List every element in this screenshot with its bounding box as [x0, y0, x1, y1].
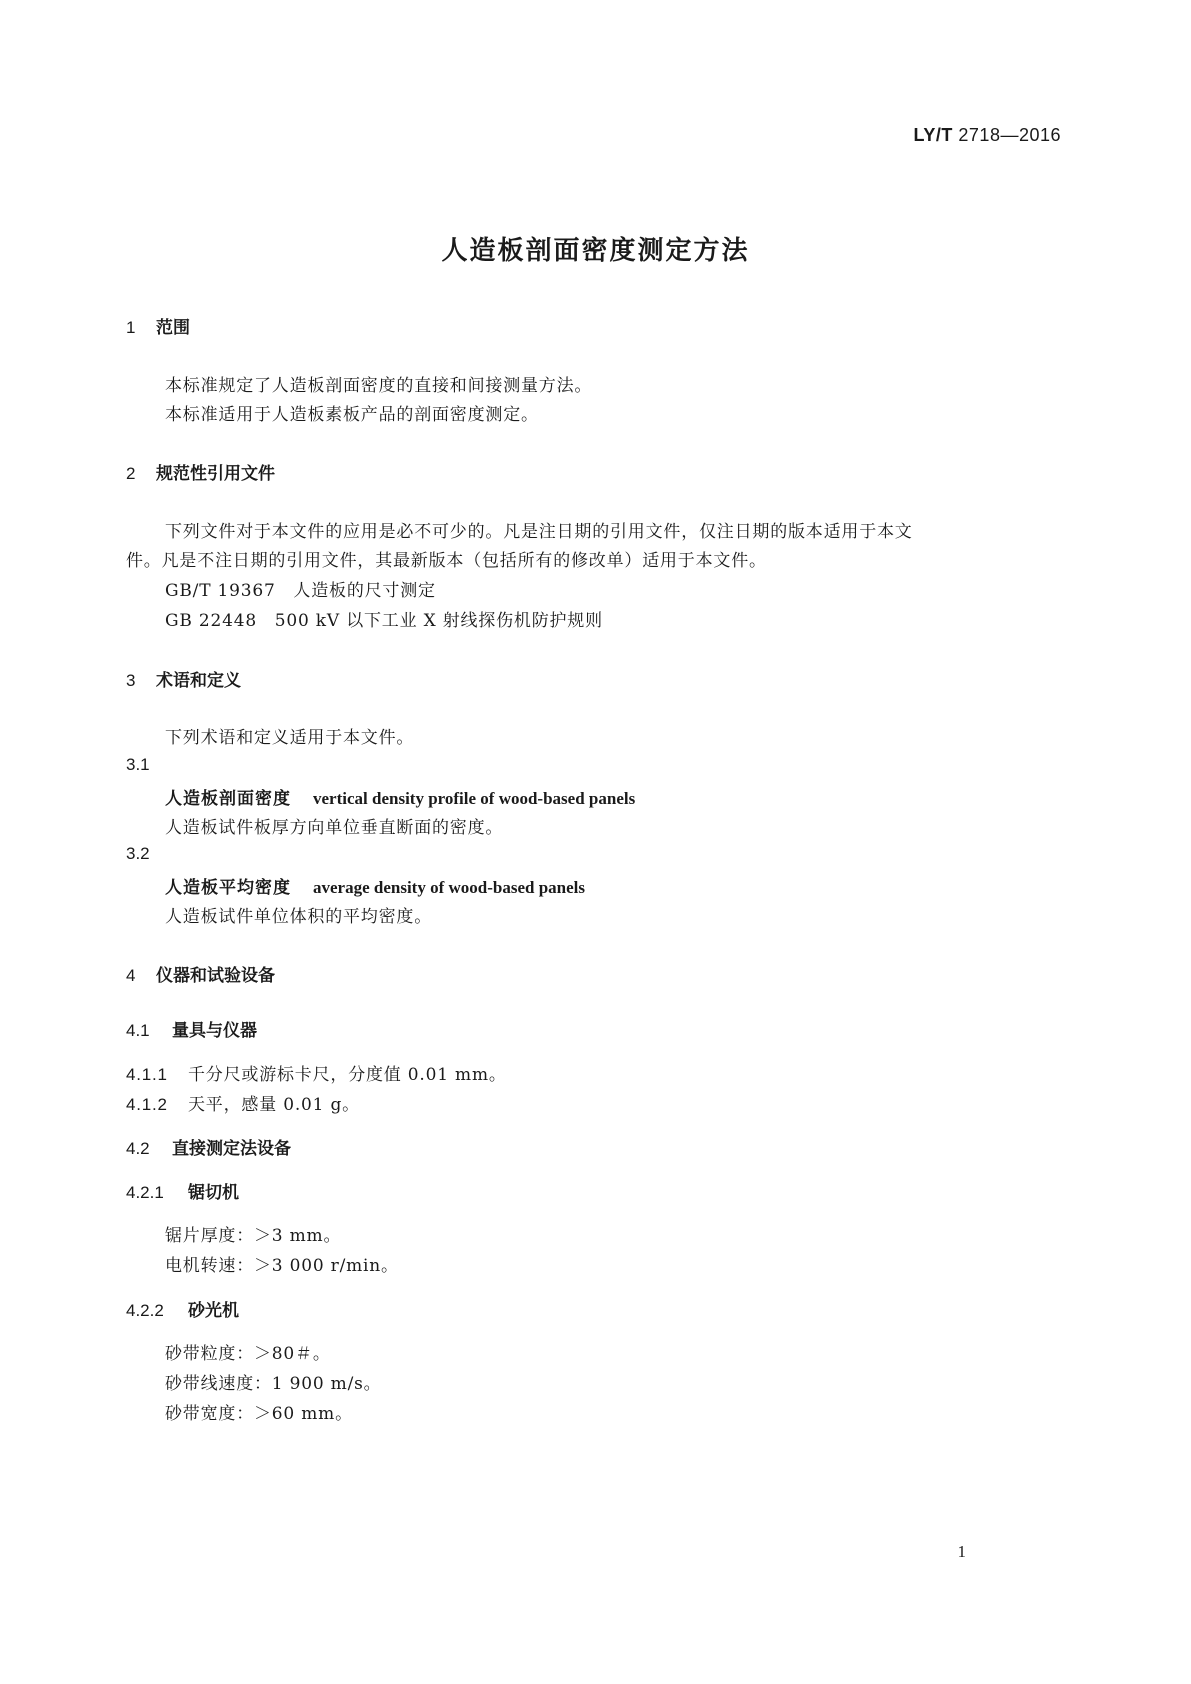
section-3-heading — [126, 666, 241, 691]
term-3-1-definition: 人造板试件板厚方向单位垂直断面的密度。 — [165, 818, 504, 838]
saw-blade-thickness: 锯片厚度：＞3 mm。 — [165, 1226, 342, 1246]
section-3-intro: 下列术语和定义适用于本文件。 — [165, 728, 415, 748]
sanding-belt-speed: 砂带线速度：1 900 m/s。 — [165, 1374, 382, 1394]
section-1-title: 范围 — [156, 318, 190, 338]
section-2-paragraph-line-2: 件。凡是不注日期的引用文件，其最新版本（包括所有的修改单）适用于本文件。 — [126, 551, 767, 571]
normative-reference-1: GB/T 19367 人造板的尺寸测定 — [165, 581, 436, 601]
section-4-2-1-heading — [126, 1178, 239, 1203]
clause-4-1-1 — [126, 1060, 507, 1085]
section-4-title: 仪器和试验设备 — [156, 966, 275, 986]
clause-4-1-1-number: 4.1.1 — [126, 1065, 168, 1084]
section-1-paragraph-2: 本标准适用于人造板素板产品的剖面密度测定。 — [165, 405, 539, 425]
section-4-2-2-heading — [126, 1296, 239, 1321]
section-4-2-2-number: 4.2.2 — [126, 1301, 164, 1320]
section-1-paragraph-1: 本标准规定了人造板剖面密度的直接和间接测量方法。 — [165, 376, 593, 396]
term-3-2-number: 3.2 — [126, 844, 150, 863]
section-4-2-heading — [126, 1134, 291, 1159]
section-4-1-heading — [126, 1016, 257, 1041]
section-4-2-title: 直接测定法设备 — [172, 1139, 291, 1159]
term-3-2-line — [165, 873, 585, 898]
motor-speed: 电机转速：＞3 000 r/min。 — [165, 1256, 399, 1276]
sanding-belt-grit: 砂带粒度：＞80＃。 — [165, 1344, 331, 1364]
section-4-1-number: 4.1 — [126, 1021, 150, 1040]
section-3-title: 术语和定义 — [156, 671, 241, 691]
clause-4-1-1-text: 千分尺或游标卡尺，分度值 0.01 mm。 — [188, 1065, 507, 1085]
section-4-2-1-title: 锯切机 — [188, 1183, 239, 1203]
section-1-heading — [126, 313, 190, 338]
section-4-2-2-title: 砂光机 — [188, 1301, 239, 1321]
sanding-belt-width: 砂带宽度：＞60 mm。 — [165, 1404, 353, 1424]
section-1-number: 1 — [126, 318, 136, 337]
section-4-2-1-number: 4.2.1 — [126, 1183, 164, 1202]
section-4-2-number: 4.2 — [126, 1139, 150, 1158]
term-3-1-english: vertical density profile of wood-based panels — [313, 789, 636, 808]
section-4-1-title: 量具与仪器 — [172, 1021, 257, 1041]
term-3-2-definition: 人造板试件单位体积的平均密度。 — [165, 907, 432, 927]
section-2-paragraph-line-1: 下列文件对于本文件的应用是必不可少的。凡是注日期的引用文件，仅注日期的版本适用于本文 — [165, 522, 913, 542]
section-3-number: 3 — [126, 671, 136, 690]
term-3-2-english: average density of wood-based panels — [313, 878, 586, 897]
section-4-number: 4 — [126, 966, 136, 985]
term-3-1-line — [165, 784, 635, 809]
term-3-1-number: 3.1 — [126, 755, 150, 774]
page-number: 1 — [957, 1542, 966, 1561]
section-2-title: 规范性引用文件 — [156, 464, 275, 484]
clause-4-1-2 — [126, 1090, 360, 1115]
section-4-heading — [126, 961, 275, 986]
standard-code-number: 2718—2016 — [958, 125, 1061, 145]
term-3-2-chinese: 人造板平均密度 — [165, 878, 291, 898]
standard-code — [914, 125, 1061, 146]
clause-4-1-2-text: 天平，感量 0.01 g。 — [188, 1095, 360, 1115]
section-2-number: 2 — [126, 464, 136, 483]
normative-reference-2: GB 22448 500 kV 以下工业 X 射线探伤机防护规则 — [165, 611, 603, 631]
document-title: 人造板剖面密度测定方法 — [441, 236, 750, 266]
clause-4-1-2-number: 4.1.2 — [126, 1095, 168, 1114]
standard-code-prefix: LY/T — [913, 125, 953, 145]
term-3-1-chinese: 人造板剖面密度 — [165, 789, 291, 809]
section-2-heading — [126, 459, 275, 484]
